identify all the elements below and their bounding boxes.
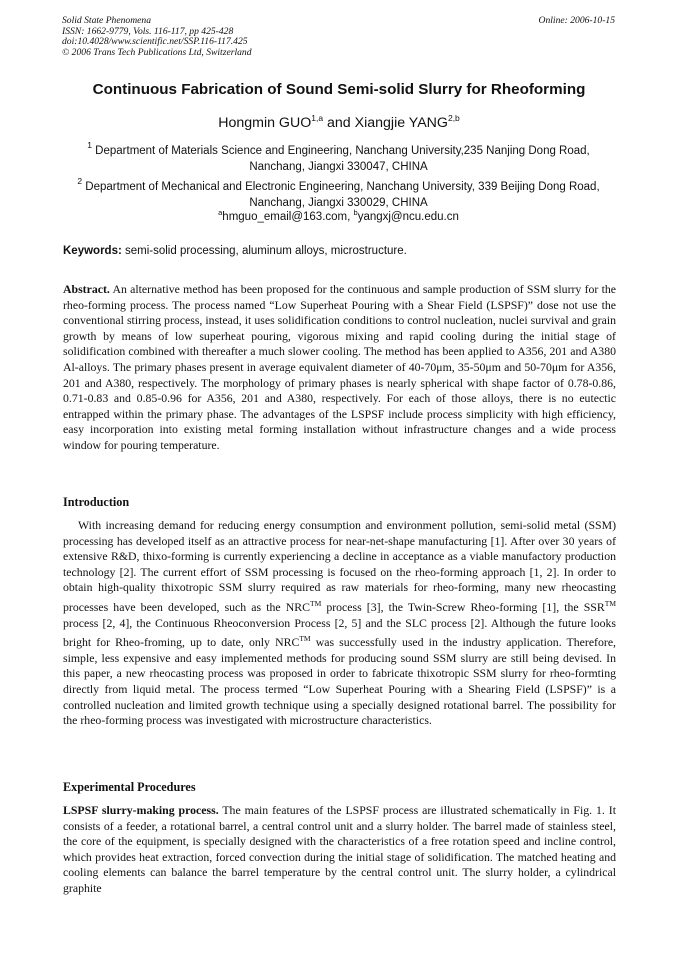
keywords-text: semi-solid processing, aluminum alloys, microstructure.	[121, 245, 407, 257]
affiliation-1	[62, 137, 615, 175]
journal-name: Solid State Phenomena	[62, 15, 151, 26]
trademark-2: TM	[604, 598, 616, 608]
email-a-sup: a	[218, 208, 223, 217]
affiliation-1-num: 1	[87, 140, 92, 150]
issn-line: ISSN: 1662-9779, Vols. 116-117, pp 425-428	[62, 25, 234, 37]
affiliation-1-text: Department of Materials Science and Engineering, Nanchang University,235 Nanjing Dong Road, Nanchang, Jiangxi 330047, CHINA	[95, 145, 590, 173]
author-1: Hongmin GUO	[218, 115, 312, 131]
trademark-3: TM	[299, 634, 311, 644]
keywords	[63, 245, 616, 257]
experimental-paragraph	[63, 803, 616, 897]
abstract-text: An alternative method has been proposed for the continuous and sample production of SSM slurry for the rheo-forming process. The process named “Low Superheat Pouring with a Shear Field (LSPSF)” dose not use the conventional stirring process, instead, it uses solidification conditions to control nucleation, nuclei survival and grain growth by means of low superheat pouring, vigorous mixing and rapid cooling during the initial stage of solidification combined with thereafter a much slower cooling. The method has been applied to A356, 201 and A380 Al-alloys. The primary phases present in average equivalent diameter of 40-70μm, 35-50μm and 50-70μm for A356, 201 and A380, respectively. The morphology of primary phases is nearly spherical with shape factor of 0.78-0.86, 0.71-0.83 and 0.85-0.96 for A356, 201 and A380, respectively. For each of those alloys, there is no eutectic entrapped within the primary phase. The advantages of the LSPSF include process simplicity with high efficiency, easy incorporation into existing metal forming installation without infrastructure changes and a wide process window for pouring temperature.	[63, 282, 616, 452]
online-date-text: Online: 2006-10-15	[538, 15, 615, 26]
intro-part-3: process [2, 4], the Continuous Rheoconversion Process [2, 5] and the SLC process [2]. Although the future looks bright for Rheo-froming, up to date, only NRC	[63, 615, 616, 650]
paper-title: Continuous Fabrication of Sound Semi-solid Slurry for Rheoforming	[92, 81, 586, 98]
abstract	[63, 282, 616, 454]
abstract-label: Abstract.	[63, 282, 110, 296]
journal-header	[62, 16, 252, 58]
email-b-sup: b	[353, 208, 358, 217]
affiliation-2	[62, 173, 615, 211]
experimental-text: The main features of the LSPSF process are illustrated schematically in Fig. 1. It consists of a feeder, a rotational barrel, a central control unit and a slurry holder. The barrel made of stainless steel, the core of the equipment, is specially designed with the characteristics of a free rotation speed and incline control, which provides heat extraction, forced convection during the initial stage of solidification. The matched heating and cooling elements can balance the barrel temperature by the central control unit. The slurry holder, a cylindrical graphite	[63, 803, 616, 895]
introduction-heading: Introduction	[63, 495, 130, 509]
online-date	[539, 16, 615, 27]
experimental-label: LSPSF slurry-making process.	[63, 803, 219, 817]
intro-part-1: With increasing demand for reducing energy consumption and environment pollution, semi-solid metal (SSM) processing has developed itself as an attractive process for near-net-shape manufacturing [1]. After over 30 years of extensive R&D, thixo-forming is currently experiencing a decline in acceptance as a viable manufactory production technology [2]. The current effort of SSM processing is focused on the rheo-forming approach [1, 2]. In order to obtain high-quality thixotropic SSM slurry required as raw materials for rheo-forming, many new rheocasting processes have been developed, such as the NRC	[63, 518, 616, 614]
trademark-1: TM	[309, 598, 322, 608]
author-2-sup: 2,b	[447, 113, 460, 123]
email-b[interactable]: yangxj@ncu.edu.cn	[357, 211, 459, 223]
email-a[interactable]: hmguo_email@163.com,	[222, 211, 354, 223]
author-line	[40, 113, 638, 131]
affiliation-2-text: Department of Mechanical and Electronic Engineering, Nanchang University, 339 Beijing Dong Road, Nanchang, Jiangxi 330029, CHINA	[85, 181, 600, 209]
email-line	[62, 208, 615, 223]
author-1-sup: 1,a	[311, 113, 324, 123]
intro-part-2: process [3], the Twin-Screw Rheo-forming [1], the SSR	[321, 599, 605, 614]
introduction-paragraph	[63, 518, 616, 729]
intro-part-4: was successfully used in the industry application. Therefore, simple, less expensive and easy implemented methods for producing sound SSM slurry are still being devised. In this paper, a new rheocasting process was proposed in order to fabricate thixotropic SSM slurry for rheo-formting directly from liquid metal. The process termed “Low Superheat Pouring with a Shearing Field (LSPSF)” is a controlled nucleation and limited growth technique using a specially designed rotational barrel. The possibility for the rheo-forming process was investigated with microstructure characteristics.	[63, 635, 617, 728]
author-2: Xiangjie YANG	[354, 115, 448, 131]
author-conj: and	[323, 115, 355, 131]
keywords-label: Keywords:	[63, 245, 122, 257]
doi-line: doi:10.4028/www.scientific.net/SSP.116-117.425	[62, 36, 248, 48]
experimental-heading: Experimental Procedures	[63, 780, 196, 794]
copyright-line: © 2006 Trans Tech Publications Ltd, Switzerland	[62, 46, 252, 58]
affiliation-2-num: 2	[77, 176, 83, 186]
